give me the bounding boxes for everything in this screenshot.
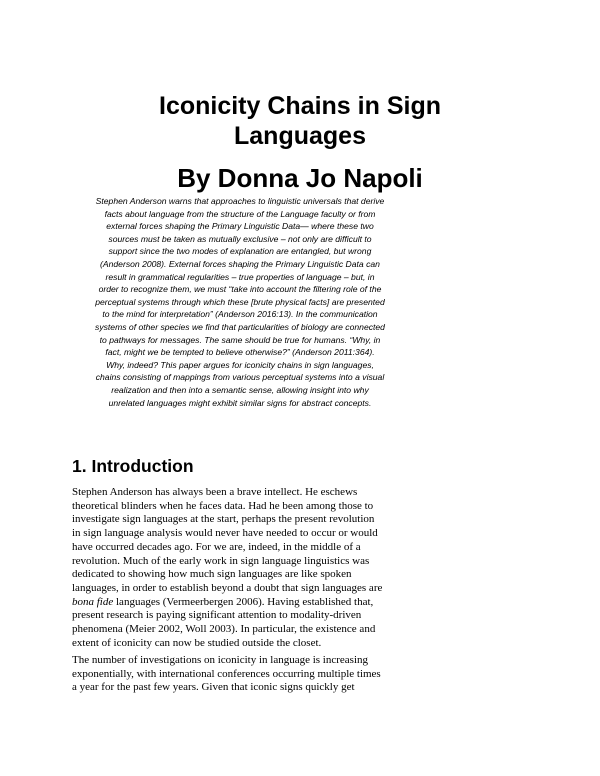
abstract-line: to the mind for interpretation” (Anderson 2016:13). In the communication [102,309,378,320]
abstract-line: (Anderson 2008). External forces shaping the Primary Linguistic Data can [100,258,380,269]
title-line-2: Languages [234,122,366,150]
title-line-1: Iconicity Chains in Sign [159,92,441,120]
abstract-line: Stephen Anderson warns that approaches to linguistic universals that derive [95,196,385,206]
paragraph-line: dedicated to showing how much sign languages are like spoken [72,568,352,581]
abstract-line: order to recognize them, we must “take into account the filtering role of the [98,284,382,295]
paragraph-line: The number of investigations on iconicity in language is increasing [72,654,369,666]
abstract-line: perceptual systems through which these [brute physical facts] are presented [95,296,385,307]
paragraph-line: revolution. Much of the early work in sign language linguistics was [72,554,370,567]
abstract-line: facts about language from the structure of the Language faculty or from [104,208,376,219]
paragraph-line: a year for the past few years. Given that iconic signs quickly get [72,681,355,694]
abstract-line: support since the two modes of explanation are entangled, but wrong [108,246,372,257]
abstract-line: unrelated languages might exhibit similar signs for abstract concepts. [108,397,372,408]
abstract-line: external forces shaping the Primary Linguistic Data— where these two [106,221,374,232]
abstract-line: systems of other species we find that particularities of biology are connected [95,321,385,332]
paragraph-line: present research is paying significant attention to modality-driven [72,609,362,622]
section-heading-introduction: 1. Introduction [72,456,194,476]
paragraph-line: exponentially, with international conferences occurring multiple times [72,667,381,680]
paragraph-line: languages, in order to establish beyond a doubt that sign languages are [72,581,383,594]
paragraph-line: phenomena (Meier 2002, Woll 2003). In particular, the existence and [72,623,376,636]
abstract-line: sources must be taken as mutually exclusive – not only are difficult to [108,233,372,244]
italic-term: bona fide [72,595,114,608]
paragraph-line: Stephen Anderson has always been a brave intellect. He eschews [72,486,358,498]
paragraph-line [72,596,412,610]
abstract-line: to pathways for messages. The same should be true for humans. “Why, in [99,334,381,345]
abstract-line: result in grammatical regularities – true properties of language – but, in [105,271,375,282]
abstract-line: fact, might we be tempted to believe otherwise?” (Anderson 2011:364). [105,347,375,358]
intro-paragraph-1 [72,486,412,650]
paragraph-line: in sign language analysis would never have needed to occur or would [72,527,378,540]
abstract-line: chains consisting of mappings from various perceptual systems into a visual [95,372,385,383]
author-byline: By Donna Jo Napoli [177,163,423,193]
paragraph-line-rest: languages (Vermeerbergen 2006). Having established that, [113,595,374,608]
paragraph-line: extent of iconicity can now be studied outside the closet. [72,636,322,649]
intro-paragraph-2 [72,654,412,695]
abstract-line: realization and then into a semantic sense, allowing insight into why [111,384,369,395]
paragraph-line: investigate sign languages at the start, perhaps the present revolution [72,513,375,526]
abstract-line: Why, indeed? This paper argues for iconicity chains in sign languages, [106,359,374,370]
paragraph-line: theoretical blinders when he faces data. Had he been among those to [72,499,374,512]
paper-title [60,91,540,151]
abstract [72,195,408,409]
paragraph-line: have occurred decades ago. For we are, indeed, in the middle of a [72,540,361,553]
